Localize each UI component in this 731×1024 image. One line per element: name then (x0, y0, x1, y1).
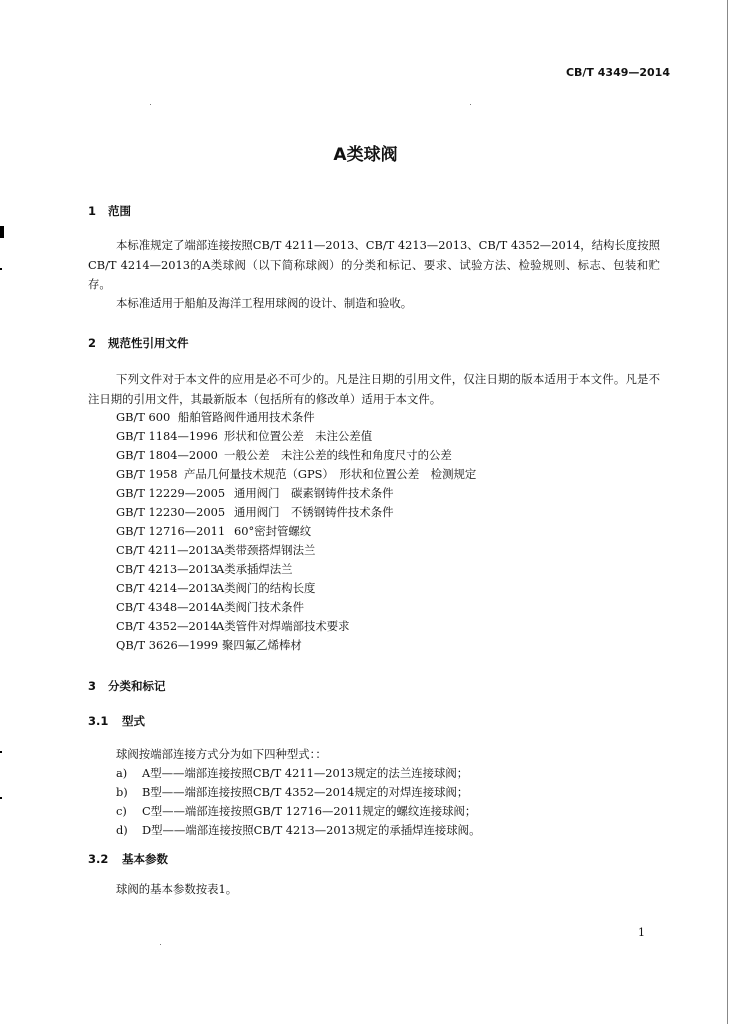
section-title: 规范性引用文件 (108, 336, 189, 350)
list-label: a) (116, 766, 128, 780)
subsection-number: 3.2 (88, 852, 109, 866)
list-label: d) (116, 823, 128, 837)
scan-artifact (0, 797, 2, 799)
reference-code: GB/T 1804—2000 (116, 448, 218, 462)
section-1-paragraph-1: 本标准规定了端部连接按照CB/T 4211—2013、CB/T 4213—2013、CB/T 4352—2014，结构长度按照CB/T 4214—2013的A类球阀（以下简称球阀）的分类和标记、要求、试验方法、检验规则、标志、包装和贮存。 (88, 238, 660, 291)
reference-item (116, 580, 315, 596)
reference-title: 产品几何量技术规范（GPS） 形状和位置公差 检测规定 (184, 467, 477, 481)
reference-title: 通用阀门 不锈钢铸件技术条件 (234, 505, 394, 519)
reference-title: A类带颈搭焊钢法兰 (216, 543, 316, 557)
reference-code: CB/T 4211—2013 (116, 543, 218, 557)
scan-artifact (0, 751, 2, 753)
list-text: A型——端部连接按照CB/T 4211—2013规定的法兰连接球阀； (142, 766, 469, 780)
reference-title: 聚四氟乙烯棒材 (222, 638, 302, 652)
reference-code: CB/T 4214—2013 (116, 581, 218, 595)
section-2-intro: 下列文件对于本文件的应用是必不可少的。凡是注日期的引用文件，仅注日期的版本适用于本文件。凡是不注日期的引用文件，其最新版本（包括所有的修改单）适用于本文件。 (88, 372, 660, 406)
reference-item (116, 523, 311, 539)
reference-code: GB/T 12716—2011 (116, 524, 226, 538)
reference-item (116, 599, 304, 615)
reference-code: GB/T 600 (116, 410, 171, 424)
reference-code: QB/T 3626—1999 (116, 638, 219, 652)
reference-title: 一般公差 未注公差的线性和角度尺寸的公差 (224, 448, 452, 462)
reference-title: 船舶管路阀件通用技术条件 (178, 410, 315, 424)
reference-code: GB/T 1958 (116, 467, 178, 481)
reference-code: GB/T 12230—2005 (116, 505, 226, 519)
reference-item (116, 485, 393, 501)
reference-code: GB/T 1184—1996 (116, 429, 218, 443)
subsection-3-1-intro: 球阀按端部连接方式分为如下四种型式：： (116, 747, 327, 761)
scan-artifact (0, 226, 4, 238)
reference-code: CB/T 4213—2013 (116, 562, 218, 576)
list-text: C型——端部连接按照GB/T 12716—2011规定的螺纹连接球阀； (142, 804, 477, 818)
page-number: 1 (638, 926, 645, 939)
section-1-heading (88, 203, 131, 219)
section-number: 2 (88, 336, 97, 350)
reference-item (116, 447, 452, 463)
subsection-title: 基本参数 (122, 852, 168, 866)
subsection-3-1-heading (88, 713, 145, 729)
standard-code-header: CB/T 4349—2014 (565, 66, 670, 79)
document-title: A类球阀 (333, 145, 398, 165)
section-1-paragraph-2: 本标准适用于船舶及海洋工程用球阀的设计、制造和验收。 (116, 296, 413, 310)
scan-artifact (150, 104, 151, 105)
scan-artifact (160, 944, 161, 945)
reference-title: A类阀门技术条件 (216, 600, 304, 614)
reference-code: CB/T 4348—2014 (116, 600, 218, 614)
list-text: D型——端部连接按照CB/T 4213—2013规定的承插焊连接球阀。 (142, 823, 481, 837)
reference-item (116, 618, 350, 634)
scan-artifact (470, 104, 471, 105)
subsection-3-2-text: 球阀的基本参数按表1。 (116, 882, 238, 896)
reference-item (116, 561, 293, 577)
section-3-heading (88, 678, 166, 694)
section-title: 范围 (108, 204, 131, 218)
list-text: B型——端部连接按照CB/T 4352—2014规定的对焊连接球阀； (142, 785, 469, 799)
reference-item (116, 466, 476, 482)
section-title: 分类和标记 (108, 679, 166, 693)
reference-title: 形状和位置公差 未注公差值 (224, 429, 373, 443)
list-item (116, 765, 468, 781)
reference-title: A类承插焊法兰 (216, 562, 293, 576)
list-label: b) (116, 785, 128, 799)
subsection-number: 3.1 (88, 714, 109, 728)
list-item (116, 784, 468, 800)
reference-code: GB/T 12229—2005 (116, 486, 226, 500)
reference-code: CB/T 4352—2014 (116, 619, 218, 633)
reference-title: A类阀门的结构长度 (216, 581, 316, 595)
section-number: 3 (88, 679, 97, 693)
reference-title: 通用阀门 碳素钢铸件技术条件 (234, 486, 394, 500)
reference-item (116, 409, 315, 425)
reference-item (116, 542, 315, 558)
list-item (116, 822, 480, 838)
scan-edge-line (727, 0, 728, 1024)
list-item (116, 803, 476, 819)
section-number: 1 (88, 204, 97, 218)
scan-artifact (0, 268, 2, 270)
reference-item (116, 504, 393, 520)
section-2-heading (88, 335, 189, 351)
reference-item (116, 637, 302, 653)
subsection-3-2-heading (88, 851, 168, 867)
reference-item (116, 428, 372, 444)
reference-title: 60°密封管螺纹 (234, 524, 312, 538)
reference-title: A类管件对焊端部技术要求 (216, 619, 350, 633)
subsection-title: 型式 (122, 714, 145, 728)
list-label: c) (116, 804, 127, 818)
